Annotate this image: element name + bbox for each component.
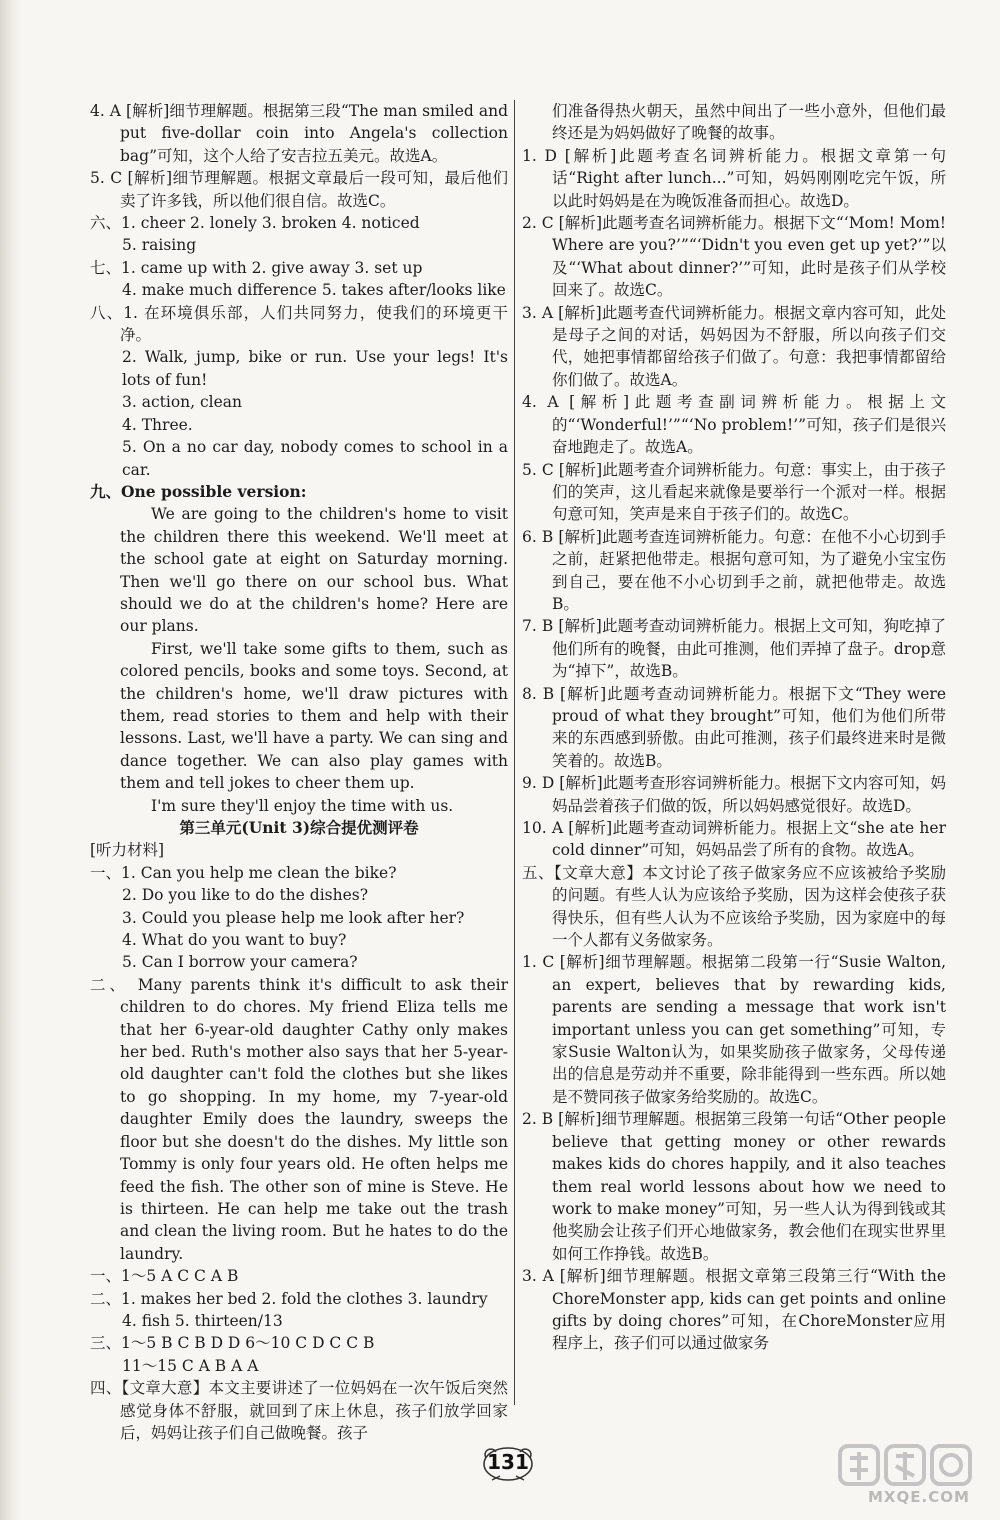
left-paragraph: 5. On a no car day, nobody comes to school in a car. (122, 438, 508, 479)
left-paragraph: 七、1. came up with 2. give away 3. set up (90, 258, 423, 277)
watermark-logo-icon (838, 1440, 988, 1490)
right-column (522, 100, 946, 1355)
left-paragraph: 二、 Many parents think it's difficult to ask their children to do chores. My friend Eliza tells me that her 6-year-old daughter Cathy only makes her bed. Ruth's mother also says that her 5-year-old daughter can't fold the clothes but she likes to go shopping. In my home, my 7-year-old daughter Emily does the laundry, sweeps the floor but she doesn't do the dishes. My little son Tommy is only four years old. He often helps me feed the fish. The other son of mine is Steve. He is thirteen. He can help me take out the trash and clean the living room. But he hates to do the laundry. (90, 975, 508, 1263)
right-paragraph: 8. B [解析]此题考查动词辨析能力。根据下文“They were proud of what they brought”可知，他们为他们所带来的东西感到骄傲。由此可推测，孩子们最终进来时是微笑着的。故选B。 (522, 684, 946, 770)
left-paragraph: 一、1. Can you help me clean the bike? (90, 863, 397, 882)
right-paragraph: 们准备得热火朝天，虽然中间出了一些小意外，但他们最终还是为妈妈做好了晚餐的故事。 (552, 102, 946, 143)
right-paragraph: 2. C [解析]此题考查名词辨析能力。根据下文“‘Mom! Mom! Where are you?’”“‘Didn't you even get up yet?’”以及“‘What about dinner?’”可知，此时是孩子们从学校回来了。故选C。 (522, 214, 946, 300)
left-paragraph: 4. make much difference 5. takes after/looks like (122, 281, 506, 300)
right-paragraph: 3. A [解析]此题考查代词辨析能力。根据文章内容可知，此处是母子之间的对话，妈妈因为不舒服，所以向孩子们交代，她把事情都留给孩子们做了。句意：我把事情都留给你们做了。故选A。 (522, 303, 946, 389)
left-paragraph: 5. C [解析]细节理解题。根据文章最后一段可知，最后他们卖了许多钱，所以他们很自信。故选C。 (90, 169, 508, 210)
left-paragraph: 2. Do you like to do the dishes? (122, 886, 369, 905)
left-paragraph: 三、1～5 B C B D D 6～10 C D C C B (90, 1334, 375, 1353)
right-paragraph: 5. C [解析]此题考查介词辨析能力。句意：事实上，由于孩子们的笑声，这儿看起来就像是要举行一个派对一样。根据句意可知，笑声是来自于孩子们的。故选C。 (522, 460, 946, 524)
left-paragraph: We are going to the children's home to visit the children there this weekend. We'll meet at the school gate at eight on Saturday morning. Then we'll go there on our school bus. What should we do at the children's home? Here are our plans. (120, 505, 508, 636)
scan-edge-shadow (0, 0, 22, 1520)
left-paragraph: 九、One possible version: (90, 481, 307, 501)
left-paragraph: 4. Three. (122, 415, 193, 434)
right-paragraph: 1. C [解析]细节理解题。根据第二段第一行“Susie Walton, an expert, believes that by rewarding kids, parents are sending a message that work isn't important unless you can get something”可知，专家Susie Walton认为，如果奖励孩子做家务，父母传递出的信息是劳动并不重要，除非能得到一些东西。所以她是不赞同孩子做家务给奖励的。故选C。 (522, 953, 946, 1106)
right-paragraph: 9. D [解析]此题考查形容词辨析能力。根据下文内容可知，妈妈品尝着孩子们做的饭，所以妈妈感觉很好。故选D。 (522, 774, 946, 815)
page-number: 131 (487, 1450, 529, 1474)
page-number-badge (478, 1440, 538, 1484)
right-paragraph: 3. A [解析]细节理解题。根据文章第三段第三行“With the ChoreMonster app, kids can get points and online gifts by doing chores”可知，在ChoreMonster应用程序上，孩子们可以通过做家务 (522, 1267, 946, 1353)
left-paragraph: [听力材料] (90, 841, 165, 860)
right-paragraph: 五、【文章大意】本文讨论了孩子做家务应不应该被给予奖励的问题。有些人认为应该给予奖励，因为这样会使孩子获得快乐，但有些人认为不应该给予奖励，因为家庭中的每一个人都有义务做家务。 (522, 863, 946, 950)
right-paragraph: 2. B [解析]细节理解题。根据第三段第一句话“Other people believe that getting money or other rewards makes kids do chores happily, and it also teaches them real world lessons about how we need to work to make money”可知，另一些人认为得到钱或其他奖励会让孩子们开心地做家务，教会他们在现实世界里如何工作挣钱。故选B。 (522, 1110, 946, 1263)
right-paragraph: 10. A [解析]此题考查动词辨析能力。根据上文“she ate her cold dinner”可知，妈妈品尝了所有的食物。故选A。 (522, 819, 946, 860)
left-paragraph: 八、1. 在环境俱乐部，人们共同努力，使我们的环境更干净。 (90, 303, 508, 345)
right-paragraph: 4. A [解析]此题考查副词辨析能力。根据上文的“‘Wonderful!’”“‘No problem!’”可知，孩子们是很兴奋地跑走了。故选A。 (522, 393, 946, 457)
right-paragraph: 6. B [解析]此题考查连词辨析能力。句意：在他不小心切到手之前，赶紧把他带走。根据句意可知，为了避免小宝宝伤到自己，要在他不小心切到手之前，就把他带走。故选B。 (522, 527, 946, 613)
left-paragraph: 3. Could you please help me look after her? (122, 908, 465, 927)
left-paragraph: First, we'll take some gifts to them, such as colored pencils, books and some toys. Second, at the children's home, we'll draw pictures with them, read stories to them and help with their lessons. Last, we'll have a party. We can sing and dance together. We can also play games with them and tell jokes to cheer them up. (120, 639, 508, 793)
left-paragraph: 5. Can I borrow your camera? (122, 953, 358, 972)
left-paragraph: 4. What do you want to buy? (122, 931, 347, 950)
right-paragraph: 1. D [解析]此题考查名词辨析能力。根据文章第一句话“Right after lunch...”可知，妈妈刚刚吃完午饭，所以此时妈妈是在为晚饭准备而担心。故选D。 (522, 146, 946, 210)
left-paragraph: 四、【文章大意】本文主要讲述了一位妈妈在一次午饭后突然感觉身体不舒服，就回到了床上休息，孩子们放学回家后，妈妈让孩子们自己做晚餐。孩子 (90, 1379, 508, 1442)
left-paragraph: 11～15 C A B A A (122, 1356, 259, 1375)
left-paragraph: 第三单元(Unit 3)综合提优测评卷 (179, 818, 419, 837)
left-column (90, 100, 508, 1444)
watermark-text: MXQE.COM (868, 1488, 970, 1506)
left-paragraph: 二、1. makes her bed 2. fold the clothes 3. laundry (90, 1289, 488, 1308)
watermark (838, 1440, 988, 1510)
left-paragraph: 一、1～5 A C C A B (90, 1267, 239, 1286)
left-paragraph: 4. fish 5. thirteen/13 (122, 1311, 283, 1330)
left-paragraph: 2. Walk, jump, bike or run. Use your legs! It's lots of fun! (122, 348, 508, 389)
left-paragraph: 4. A [解析]细节理解题。根据第三段“The man smiled and put five-dollar coin into Angela's collection bag”可知，这个人给了安吉拉五美元。故选A。 (90, 102, 508, 165)
left-paragraph: 六、1. cheer 2. lonely 3. broken 4. noticed (90, 214, 420, 233)
right-paragraph: 7. B [解析]此题考查动词辨析能力。根据上文可知，狗吃掉了他们所有的晚餐，由此可推测，他们弄掉了盘子。drop意为“掉下”，故选B。 (522, 617, 946, 681)
left-paragraph: 5. raising (122, 236, 197, 255)
left-paragraph: I'm sure they'll enjoy the time with us. (151, 796, 454, 815)
column-divider (514, 100, 515, 1405)
left-paragraph: 3. action, clean (122, 393, 243, 412)
